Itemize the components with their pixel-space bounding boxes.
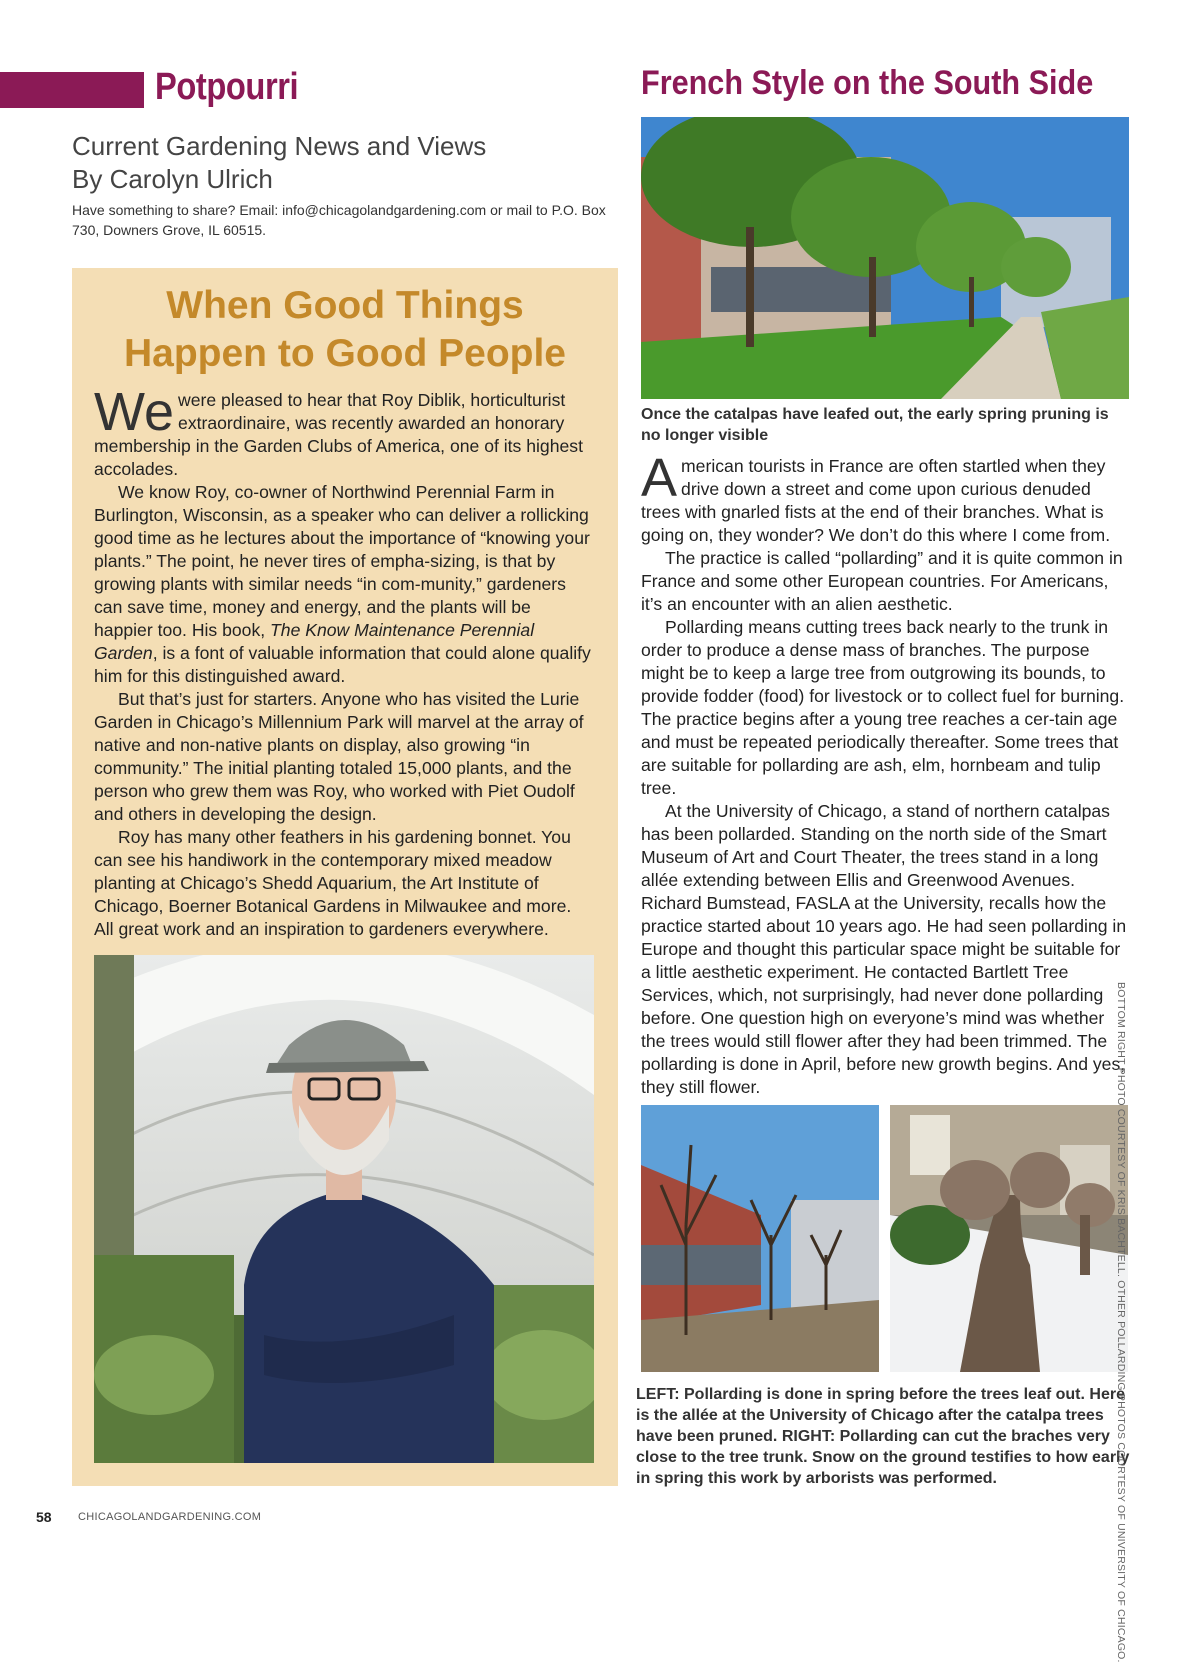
photo-credit: BOTTOM RIGHT PHOTO COURTESY OF KRIS BACHTELL. OTHER POLLARDING PHOTOS COURTESY OF UNIVERSITY OF CHICAGO. [1115,982,1127,1663]
page-number: 58 [36,1509,52,1525]
column-title: Current Gardening News and Views [72,131,487,161]
headline-line-2: Happen to Good People [123,332,566,375]
paragraph-text: merican tourists in France are often startled when they drive down a street and come upon curious denuded trees with gnarled fists at the end of their branches. What is going on, they wonder? We don’t do this where I come from. [641,456,1111,545]
portrait-photo [94,955,594,1463]
sidebar-body [94,382,594,941]
headline-line-1: When Good Things [166,284,524,327]
sidebar-headline [72,282,618,378]
paragraph-text: , is a font of valuable information that could alone qualify him for this distinguished award. [94,643,591,686]
drop-cap: We [94,382,175,442]
site-url: CHICAGOLANDGARDENING.COM [78,1511,262,1523]
drop-cap: A [641,448,678,508]
book-title: The Know Maintenance Perennial Garden [94,620,535,663]
section-color-bar [0,72,144,108]
paragraph: Roy has many other feathers in his gardening bonnet. You can see his handiwork in the contemporary mixed meadow planting at Chicago’s Shedd Aquarium, the Art Institute of Chicago, Boerner Botanical Gardens in Milwaukee and more. All great work and an inspiration to gardeners everywhere. [94,827,572,939]
pruned-allee-photo [641,1105,879,1372]
paragraph-text: We know Roy, co-owner of Northwind Perennial Farm in Burlington, Wisconsin, as a speaker who can deliver a rollicking good time as he lectures about the importance of “knowing your plants.” The point, he never tires of empha-sizing, is that by growing plants with similar needs “in com-munity,” gardeners can save time, money and energy, and the plants will be happier too. His book, [94,482,590,640]
paragraph [94,382,594,481]
paragraph-text: were pleased to hear that Roy Diblik, horticulturist extraordinaire, was recently awarded an honorary membership in the Garden Clubs of America, one of its highest accolades. [94,390,583,479]
catalpa-allee-photo [641,117,1129,399]
top-photo-caption: Once the catalpas have leafed out, the early spring pruning is no longer visible [641,406,1109,444]
paragraph: Pollarding means cutting trees back nearly to the trunk in order to produce a dense mass of branches. The purpose might be to keep a large tree from outgrowing its bounds, to provide fodder (food) for livestock or to collect fuel for burning. The practice begins after a young tree reaches a cer-tain age and must be repeated periodically thereafter. Some trees that are suitable for pollarding are ash, elm, hornbeam and tulip tree. [641,617,1125,798]
article-headline: French Style on the South Side [641,64,1094,102]
paragraph [94,481,594,688]
pollarded-trunk-photo [890,1105,1128,1372]
article-body [641,448,1129,1099]
byline: By Carolyn Ulrich [72,164,273,194]
paragraph: At the University of Chicago, a stand of northern catalpas has been pollarded. Standing on the north side of the Smart Museum of Art and Court Theater, the trees stand in a long allée extending between Ellis and Greenwood Avenues. Richard Bumstead, FASLA at the University, recalls how the practice started about 10 years ago. He had seen pollarding in Europe and thought this particular space might be suitable for a little aesthetic experiment. He contacted Bartlett Tree Services, which, not surprisingly, had never done pollarding before. One question high on everyone’s mind was whether the trees would still flower after they had been trimmed. The pollarding is done in April, before new growth begins. And yes, they still flower. [641,801,1127,1097]
bottom-photos-caption: LEFT: Pollarding is done in spring before the trees leaf out. Here is the allée at the University of Chicago after the catalpa trees have been pruned. RIGHT: Pollarding can cut the braches very close to the tree trunk. Snow on the ground testifies to how early in spring this work by arborists was performed. [636,1386,1130,1487]
paragraph: But that’s just for starters. Anyone who has visited the Lurie Garden in Chicago’s Millennium Park will marvel at the array of native and non-native plants on display, also growing “in community.” The initial planting totaled 15,000 plants, and the person who grew them was Roy, who worked with Piet Oudolf and others in developing the design. [94,689,584,824]
paragraph: The practice is called “pollarding” and it is quite common in France and some other European countries. For Americans, it’s an encounter with an alien aesthetic. [641,548,1123,614]
contact-info: Have something to share? Email: info@chicagolandgardening.com or mail to P.O. Box 730, Downers Grove, IL 60515. [72,202,606,238]
paragraph [641,448,1129,547]
section-title: Potpourri [155,66,299,108]
